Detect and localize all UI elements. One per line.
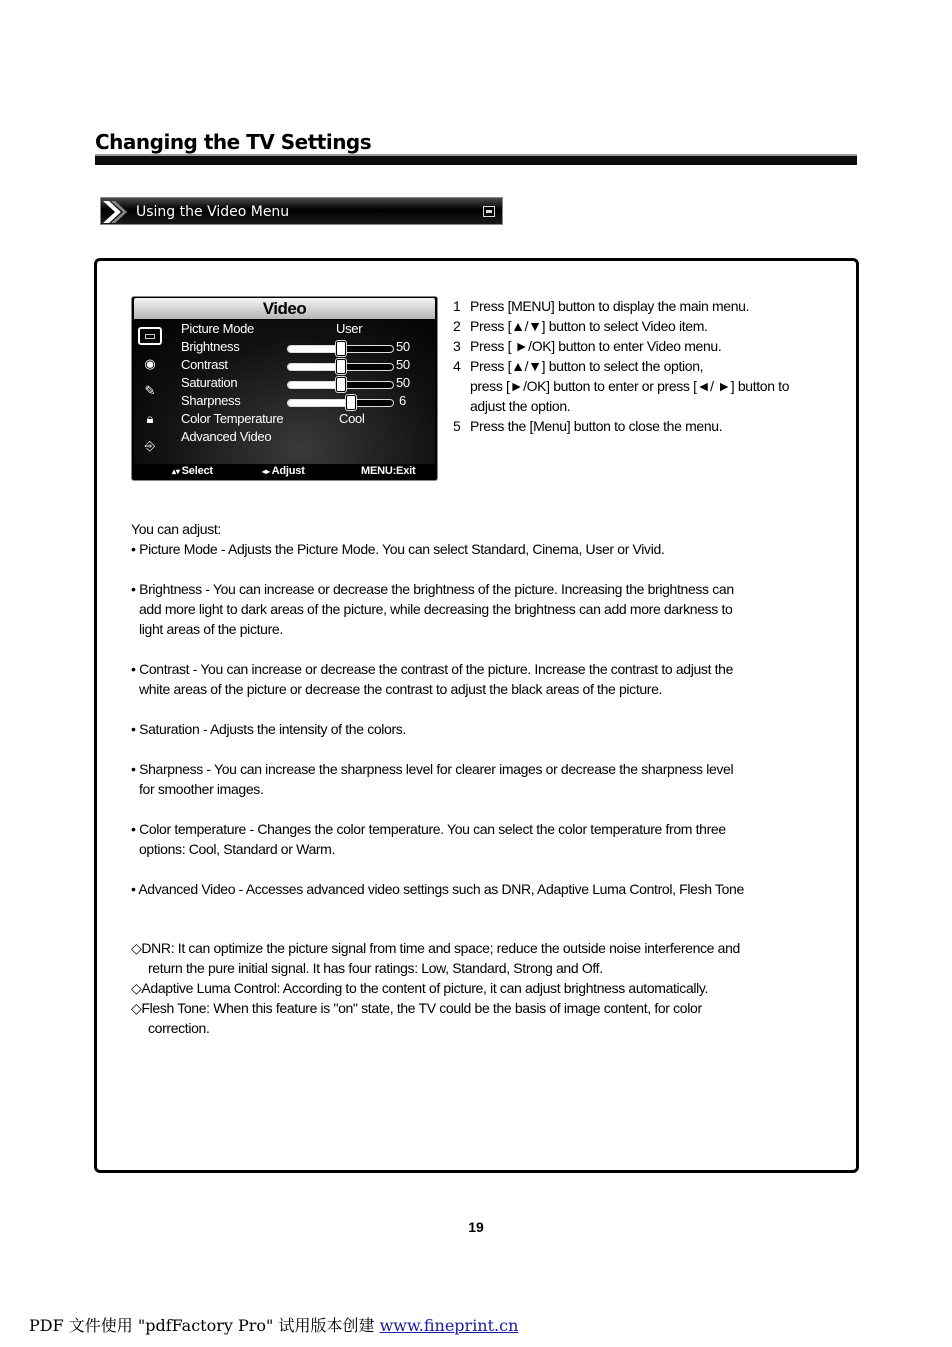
- sharpness-paragraph: • Sharpness - You can increase the sharpness level for clearer images or decrease the sharpness level for smoother images.: [131, 761, 734, 797]
- osd-row-label: Color Temperature: [181, 411, 284, 426]
- step-number: 2: [453, 318, 461, 334]
- osd-slider: [287, 399, 394, 407]
- picture-icon: ▭: [138, 327, 162, 345]
- step-text: Press the [Menu] button to close the menu.: [470, 418, 723, 434]
- chevron-right-icon: [101, 199, 131, 225]
- page-title: Changing the TV Settings: [95, 130, 372, 154]
- osd-row-value: 50: [396, 339, 410, 354]
- flesh-tone-paragraph: ◇Flesh Tone: When this feature is "on" state, the TV could be the basis of image content, for color correction.: [131, 1000, 702, 1036]
- step-text: press [►/OK] button to enter or press [◄/ ►] button to: [470, 378, 790, 394]
- picture-mode-paragraph: • Picture Mode - Adjusts the Picture Mode. You can select Standard, Cinema, User or Vivid.: [131, 541, 665, 557]
- section-title: Using the Video Menu: [136, 204, 290, 220]
- settings-icon: ✎: [144, 383, 156, 398]
- contrast-paragraph: • Contrast - You can increase or decrease the contrast of the picture. Increase the contrast to adjust the white areas of the picture or decrease the contrast to adjust the black areas of the picture.: [131, 661, 734, 697]
- left-right-icon: ◂▸: [262, 467, 272, 476]
- osd-row-value: 50: [396, 375, 410, 390]
- color-temperature-paragraph: • Color temperature - Changes the color temperature. You can select the color temperature from three options: Cool, Standard or Warm.: [131, 821, 726, 857]
- osd-slider: [287, 363, 394, 371]
- section-banner: [100, 197, 503, 225]
- step-number: 4: [453, 358, 461, 374]
- step-text: Press [▲/▼] button to select Video item.: [470, 318, 708, 334]
- dnr-paragraph: ◇DNR: It can optimize the picture signal from time and space; reduce the outside noise interference and return the pure initial signal. It has four ratings: Low, Standard, Strong and Off.: [131, 940, 740, 976]
- input-icon: ⎆: [144, 438, 156, 453]
- advanced-video-paragraph: • Advanced Video - Accesses advanced video settings such as DNR, Adaptive Luma Control, Flesh Tone: [131, 881, 744, 897]
- osd-row-label: Brightness: [181, 339, 240, 354]
- osd-footer-adjust: ◂▸ Adjust: [262, 465, 305, 477]
- step-number: 1: [453, 298, 461, 314]
- osd-row-label: Contrast: [181, 357, 228, 372]
- osd-row-label: Picture Mode: [181, 321, 254, 336]
- title-rule: [95, 154, 857, 165]
- audio-icon: ◉: [144, 356, 156, 371]
- osd-row-value: Cool: [339, 411, 365, 426]
- osd-row-value: User: [336, 321, 363, 336]
- osd-row-label: Advanced Video: [181, 429, 272, 444]
- lock-icon: 🔒︎: [146, 411, 154, 426]
- up-down-icon: ▴▾: [172, 467, 182, 476]
- step-text: Press [ ►/OK] button to enter Video menu.: [470, 338, 722, 354]
- brightness-paragraph: • Brightness - You can increase or decrease the brightness of the picture. Increasing the brightness can add more light to dark areas of the picture, while decreasing the brightness can add more darkness to light areas of the picture.: [131, 581, 734, 637]
- osd-body: [134, 320, 435, 464]
- watermark-text: PDF 文件使用 "pdfFactory Pro" 试用版本创建: [29, 1316, 380, 1335]
- step-text: Press [▲/▼] button to select the option,: [470, 358, 704, 374]
- pdf-watermark: [29, 1313, 518, 1336]
- step-number: 3: [453, 338, 461, 354]
- osd-row-value: 6: [399, 393, 406, 408]
- watermark-link[interactable]: www.fineprint.cn: [379, 1316, 519, 1335]
- adaptive-luma-paragraph: ◇Adaptive Luma Control: According to the content of picture, it can adjust brightness automatically.: [131, 980, 709, 996]
- osd-row-label: Sharpness: [181, 393, 241, 408]
- osd-slider: [287, 345, 394, 353]
- menu-box-icon: [483, 206, 495, 217]
- osd-footer-select: ▴▾ Select: [172, 465, 213, 477]
- osd-slider: [287, 381, 394, 389]
- osd-video-menu: [131, 296, 438, 481]
- step-number: 5: [453, 418, 461, 434]
- osd-footer-exit: MENU:Exit: [361, 465, 416, 477]
- step-text: adjust the option.: [470, 398, 571, 414]
- osd-row-value: 50: [396, 357, 410, 372]
- intro-text: You can adjust:: [131, 521, 221, 537]
- osd-title: Video: [134, 298, 435, 319]
- step-text: Press [MENU] button to display the main menu.: [470, 298, 750, 314]
- page-number: 19: [468, 1219, 484, 1235]
- saturation-paragraph: • Saturation - Adjusts the intensity of the colors.: [131, 721, 406, 737]
- osd-row-label: Saturation: [181, 375, 238, 390]
